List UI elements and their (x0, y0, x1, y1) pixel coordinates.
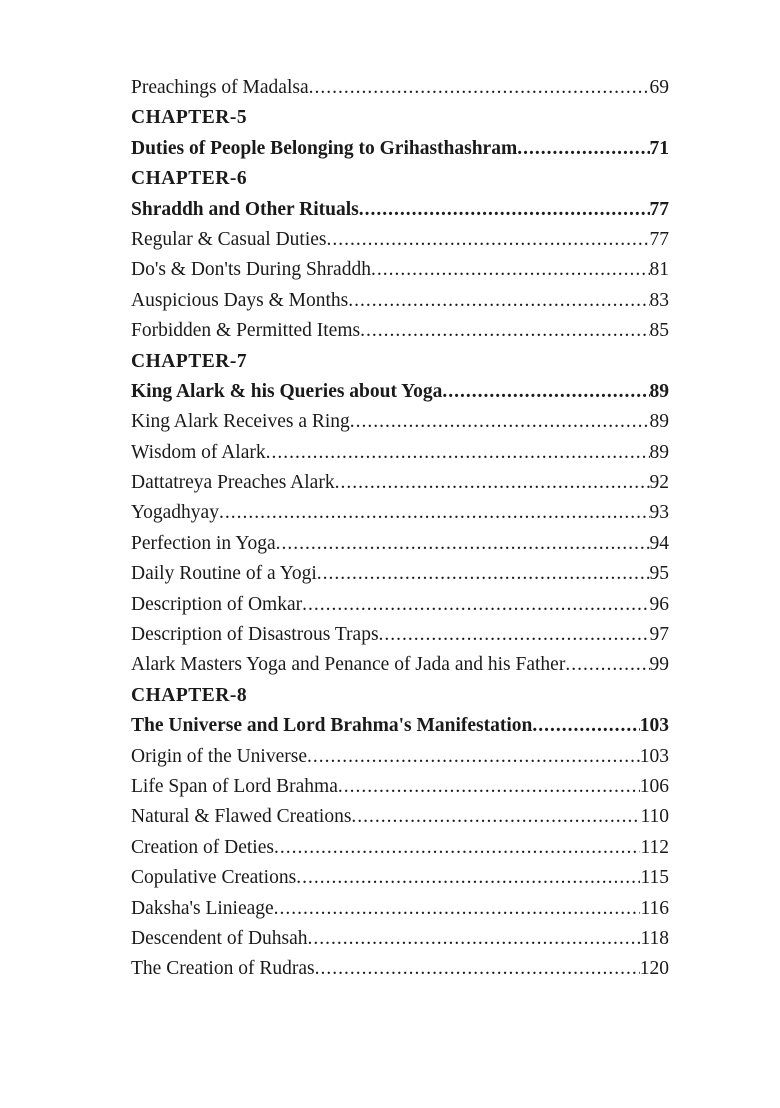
chapter-heading (131, 681, 669, 711)
dot-leader (315, 954, 640, 984)
dot-leader (338, 772, 640, 802)
page-number: 112 (640, 836, 669, 858)
toc-entry (131, 894, 669, 924)
entry-title: Shraddh and Other Rituals (131, 198, 359, 220)
entry-title: Dattatreya Preaches Alark (131, 472, 335, 494)
entry-title: Description of Disastrous Traps (131, 624, 379, 646)
entry-title: King Alark & his Queries about Yoga (131, 380, 443, 402)
dot-leader (309, 73, 650, 103)
page-number: 106 (639, 775, 669, 797)
entry-title: CHAPTER-8 (131, 684, 248, 706)
dot-leader (360, 316, 649, 346)
toc-entry (131, 802, 669, 832)
page-number: 69 (649, 77, 669, 98)
dot-leader (274, 894, 641, 924)
page-number: 120 (639, 958, 669, 980)
toc-entry (131, 134, 669, 164)
entry-title: Creation of Deties (131, 836, 274, 858)
chapter-heading (131, 347, 669, 377)
toc-entry (131, 924, 669, 954)
entry-title: The Creation of Rudras (131, 958, 315, 980)
entry-title: Origin of the Universe (131, 745, 307, 767)
dot-leader (348, 286, 649, 316)
dot-leader (308, 924, 641, 954)
page-number: 83 (649, 289, 669, 311)
page-number: 116 (640, 897, 669, 919)
page-number: 103 (639, 745, 669, 767)
page-number: 89 (649, 441, 669, 463)
toc-entry (131, 195, 669, 225)
page-number: 89 (649, 380, 669, 402)
entry-title: Auspicious Days & Months (131, 289, 349, 311)
dot-leader (532, 711, 639, 741)
page-number: 118 (640, 927, 669, 949)
toc-entry (131, 620, 669, 650)
dot-leader (442, 377, 649, 407)
dot-leader (565, 650, 649, 680)
toc-entry (131, 529, 669, 559)
toc-entry (131, 711, 669, 741)
entry-title: Daksha's Linieage (131, 897, 274, 919)
toc-entry (131, 255, 669, 285)
toc-entry (131, 225, 669, 255)
dot-leader (350, 407, 650, 437)
page-number: 71 (649, 137, 669, 159)
page-number: 92 (649, 472, 669, 494)
page-number: 77 (649, 198, 669, 220)
entry-title: Do's & Don'ts During Shraddh (131, 259, 371, 281)
page-number: 115 (640, 867, 669, 889)
entry-title: CHAPTER-6 (131, 168, 248, 190)
entry-title: Preachings of Madalsa (131, 77, 309, 98)
dot-leader (371, 255, 650, 285)
chapter-heading (131, 103, 669, 133)
toc-entry (131, 468, 669, 498)
page-number: 95 (649, 563, 669, 585)
entry-title: Natural & Flawed Creations (131, 806, 352, 828)
entry-title: CHAPTER-5 (131, 107, 248, 129)
toc-entry (131, 590, 669, 620)
page-number: 94 (649, 532, 669, 554)
toc-entry (131, 833, 669, 863)
toc-entry (131, 863, 669, 893)
dot-leader (335, 468, 650, 498)
toc-entry (131, 407, 669, 437)
page-number: 85 (649, 320, 669, 342)
dot-leader (296, 863, 640, 893)
dot-leader (379, 620, 650, 650)
page-number: 81 (649, 259, 669, 281)
dot-leader (219, 498, 650, 528)
entry-title: Regular & Casual Duties (131, 228, 327, 250)
page-number: 97 (649, 624, 669, 646)
entry-title: Descendent of Duhsah (131, 927, 308, 949)
page-number: 96 (649, 593, 669, 615)
entry-title: Yogadhyay (131, 502, 219, 524)
page-number: 103 (639, 715, 669, 737)
toc-entry (131, 286, 669, 316)
dot-leader (359, 195, 650, 225)
entry-title: Wisdom of Alark (131, 441, 266, 463)
toc-entry (131, 954, 669, 984)
page-number: 99 (649, 654, 669, 676)
dot-leader (517, 134, 649, 164)
entry-title: The Universe and Lord Brahma's Manifestation (131, 715, 533, 737)
toc-entry (131, 316, 669, 346)
page-number: 110 (640, 806, 669, 828)
entry-title: Duties of People Belonging to Grihasthashram (131, 137, 518, 159)
dot-leader (327, 225, 650, 255)
toc-entry (131, 650, 669, 680)
entry-title: Forbidden & Permitted Items (131, 320, 361, 342)
dot-leader (317, 559, 650, 589)
toc-entry (131, 772, 669, 802)
entry-title: Daily Routine of a Yogi (131, 563, 317, 585)
entry-title: King Alark Receives a Ring (131, 411, 350, 433)
dot-leader (266, 438, 650, 468)
entry-title: Perfection in Yoga (131, 532, 276, 554)
toc-entry (131, 73, 669, 103)
toc-entry (131, 559, 669, 589)
entry-title: Description of Omkar (131, 593, 303, 615)
entry-title: Alark Masters Yoga and Penance of Jada and his Father (131, 654, 566, 676)
entry-title: CHAPTER-7 (131, 350, 248, 372)
page-number: 89 (649, 411, 669, 433)
toc-entry (131, 742, 669, 772)
dot-leader (274, 833, 641, 863)
entry-title: Copulative Creations (131, 867, 297, 889)
page-number: 77 (649, 228, 669, 250)
toc-entry (131, 438, 669, 468)
dot-leader (302, 590, 649, 620)
dot-leader (307, 742, 640, 772)
entry-title: Life Span of Lord Brahma (131, 775, 338, 797)
toc-entry (131, 498, 669, 528)
dot-leader (351, 802, 640, 832)
dot-leader (276, 529, 650, 559)
chapter-heading (131, 164, 669, 194)
table-of-contents (131, 73, 669, 985)
toc-entry (131, 377, 669, 407)
page-number: 93 (649, 502, 669, 524)
